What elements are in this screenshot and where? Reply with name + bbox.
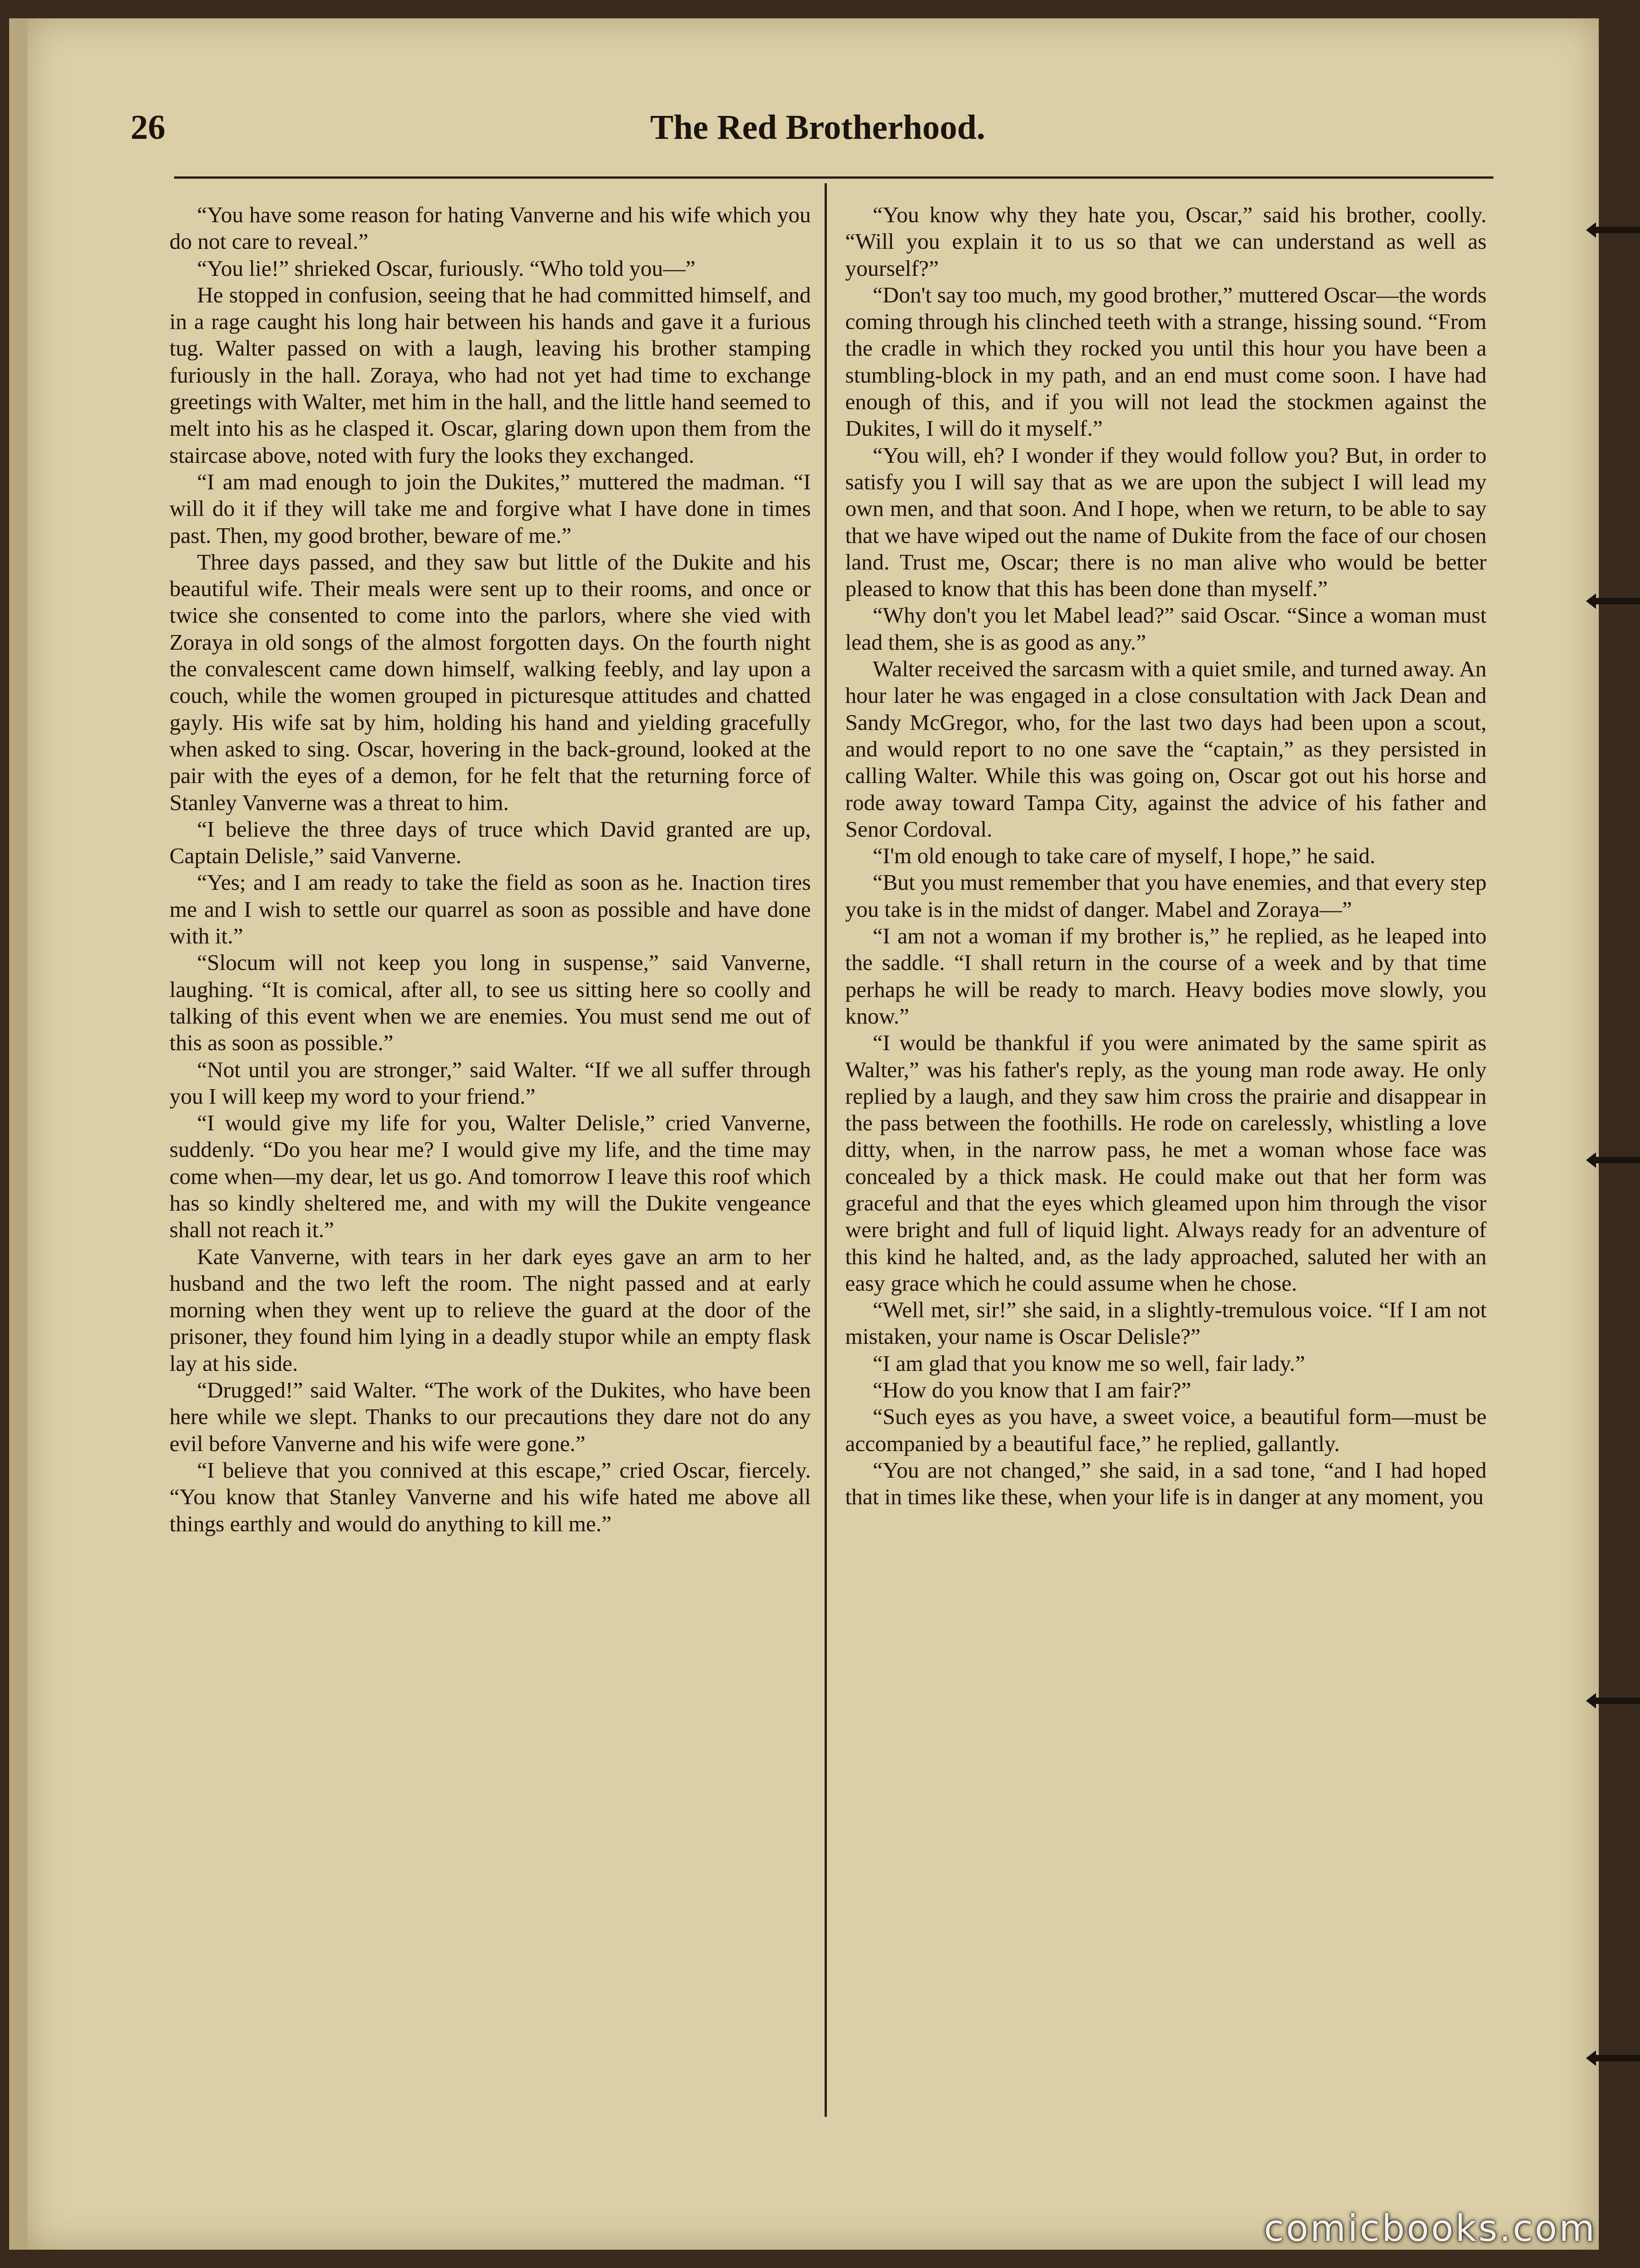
paragraph: “Drugged!” said Walter. “The work of the Dukites, who have been here while we slept. Thanks to our precautions they dare not do any evil before Vanverne and his wife were gone.” bbox=[169, 1377, 811, 1456]
paragraph: “But you must remember that you have enemies, and that every step you take is in the midst of danger. Mabel and Zoraya—” bbox=[845, 870, 1487, 922]
page-number: 26 bbox=[131, 108, 165, 147]
paragraph: “Why don't you let Mabel lead?” said Oscar. “Since a woman must lead them, she is as good as any.” bbox=[845, 603, 1487, 655]
header-rule bbox=[174, 176, 1493, 179]
paragraph: “You will, eh? I wonder if they would follow you? But, in order to satisfy you I will say that as we are upon the subject I will lead my own men, and that soon. And I hope, when we return, to be able to say that we have wiped out the name of Dukite from the face of our chosen land. Trust me, Oscar; there is no man alive who would be better pleased to know that this has been done than myself.” bbox=[845, 442, 1487, 602]
binding-tab-mark bbox=[1594, 227, 1640, 233]
watermark: comicbooks.com bbox=[1263, 2207, 1596, 2250]
page-title: The Red Brotherhood. bbox=[650, 108, 985, 147]
binding-tab-mark bbox=[1594, 2055, 1640, 2061]
binding-tab-mark bbox=[1594, 598, 1640, 604]
paragraph: “Not until you are stronger,” said Walter. “If we all suffer through you I will keep my word to your friend.” bbox=[169, 1057, 811, 1109]
paragraph: “I am mad enough to join the Dukites,” muttered the madman. “I will do it if they will take me and forgive what I have done in times past. Then, my good brother, beware of me.” bbox=[169, 469, 811, 548]
binding-tab-mark bbox=[1594, 1157, 1640, 1163]
paragraph: “I believe the three days of truce which David granted are up, Captain Delisle,” said Vanverne. bbox=[169, 816, 811, 869]
paragraph: “How do you know that I am fair?” bbox=[873, 1377, 1192, 1403]
paragraph: “You lie!” shrieked Oscar, furiously. “Who told you—” bbox=[197, 255, 696, 281]
paragraph: “You are not changed,” she said, in a sad tone, “and I had hoped that in times like these, when your life is in danger at any moment, you bbox=[845, 1457, 1487, 1510]
paragraph: “I am not a woman if my brother is,” he replied, as he leaped into the saddle. “I shall return in the course of a week and by that time perhaps he will be ready to march. Heavy bodies move slowly, you know.” bbox=[845, 923, 1487, 1029]
paragraph: “I would be thankful if you were animated by the same spirit as Walter,” was his father's reply, as the young man rode away. He only replied by a laugh, and they saw him cross the prairie and disappear in the pass between the foothills. He rode on carelessly, whistling a love ditty, when, in the narrow pass, he met a woman whose face was concealed by a thick mask. He could make out that her form was graceful and that the eyes which gleamed upon him through the visor were bright and full of liquid light. Always ready for an adventure of this kind he halted, and, as the lady approached, saluted her with an easy grace which he could assume when he chose. bbox=[845, 1030, 1487, 1296]
paragraph: “Yes; and I am ready to take the field as soon as he. Inaction tires me and I wish to settle our quarrel as soon as possible and have done with it.” bbox=[169, 870, 811, 949]
paragraph: Kate Vanverne, with tears in her dark eyes gave an arm to her husband and the two left the room. The night passed and at early morning when they went up to relieve the guard at the door of the prisoner, they found him lying in a deadly stupor while an empty flask lay at his side. bbox=[169, 1244, 811, 1376]
page-header bbox=[131, 99, 1505, 158]
paragraph: “You know why they hate you, Oscar,” said his brother, coolly. “Will you explain it to us so that we can understand as well as yourself?” bbox=[845, 202, 1487, 281]
paragraph: “Well met, sir!” she said, in a slightly-tremulous voice. “If I am not mistaken, your name is Oscar Delisle?” bbox=[845, 1297, 1487, 1349]
binding-tab-mark bbox=[1594, 1698, 1640, 1704]
left-column bbox=[169, 202, 811, 1537]
paragraph: “You have some reason for hating Vanverne and his wife which you do not care to reveal.” bbox=[169, 202, 811, 254]
paragraph: Walter received the sarcasm with a quiet smile, and turned away. An hour later he was engaged in a close consultation with Jack Dean and Sandy McGregor, who, for the last two days had been upon a scout, and would report to no one save the “captain,” as they persisted in calling Walter. While this was going on, Oscar got out his horse and rode away toward Tampa City, against the advice of his father and Senor Cordoval. bbox=[845, 656, 1487, 842]
paragraph: “Slocum will not keep you long in suspense,” said Vanverne, laughing. “It is comical, after all, to see us sitting here so coolly and talking of this event when we are enemies. You must send me out of this as soon as possible.” bbox=[169, 950, 811, 1056]
paragraph: Three days passed, and they saw but little of the Dukite and his beautiful wife. Their meals were sent up to their rooms, and once or twice she consented to come into the parlors, where she vied with Zoraya in old songs of the almost forgotten days. On the fourth night the convalescent came down himself, walking feebly, and lay upon a couch, while the women grouped in picturesque attitudes and chatted gayly. His wife sat by him, holding his hand and yielding gracefully when asked to sing. Oscar, hovering in the back-ground, looked at the pair with the eyes of a demon, for he felt that the returning force of Stanley Vanverne was a threat to him. bbox=[169, 549, 811, 815]
paragraph: He stopped in confusion, seeing that he had committed himself, and in a rage caught his long hair between his hands and gave it a furious tug. Walter passed on with a laugh, leaving his brother stamping furiously in the hall. Zoraya, who had not yet had time to exchange greetings with Walter, met him in the hall, and the little hand seemed to melt into his as he clasped it. Oscar, glaring down upon them from the staircase above, noted with fury the looks they exchanged. bbox=[169, 282, 811, 468]
paragraph: “I am glad that you know me so well, fair lady.” bbox=[873, 1350, 1305, 1376]
paragraph: “I would give my life for you, Walter Delisle,” cried Vanverne, suddenly. “Do you hear me? I would give my life, and the time may come when—my dear, let us go. And tomorrow I leave this roof which has so kindly sheltered me, and with my will the Dukite vengeance shall not reach it.” bbox=[169, 1110, 811, 1243]
right-column bbox=[845, 202, 1487, 1511]
paragraph: “Don't say too much, my good brother,” muttered Oscar—the words coming through his clinched teeth with a strange, hissing sound. “From the cradle in which they rocked you until this hour you have been a stumbling-block in my path, and an end must come soon. I have had enough of this, and if you will not lead the stockmen against the Dukites, I will do it myself.” bbox=[845, 282, 1487, 441]
paragraph: “I'm old enough to take care of myself, I hope,” he said. bbox=[873, 843, 1376, 869]
page-edge-stack bbox=[9, 18, 27, 2250]
paragraph: “I believe that you connived at this escape,” cried Oscar, fiercely. “You know that Stanley Vanverne and his wife hated me above all things earthly and would do anything to kill me.” bbox=[169, 1457, 811, 1536]
column-divider bbox=[825, 183, 827, 2117]
paragraph: “Such eyes as you have, a sweet voice, a beautiful form—must be accompanied by a beautiful face,” he replied, gallantly. bbox=[845, 1404, 1487, 1456]
